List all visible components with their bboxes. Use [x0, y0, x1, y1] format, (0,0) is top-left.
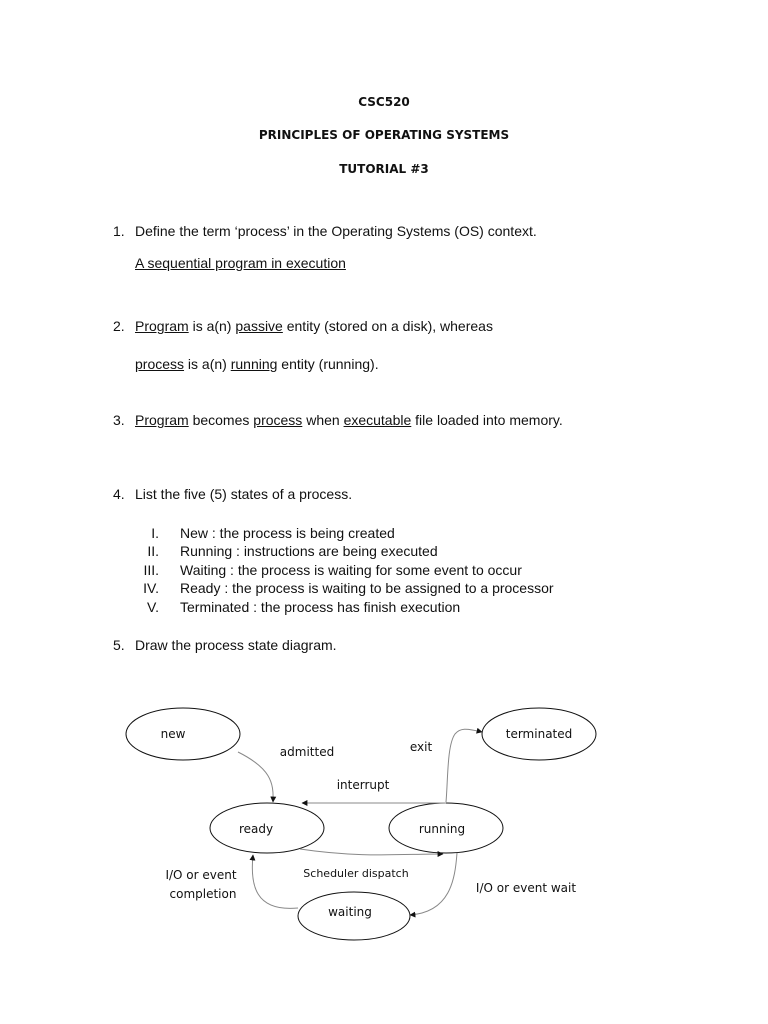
state-number: III. [143, 562, 159, 578]
answer-2-program: Program [135, 318, 189, 334]
state-item-ready: Ready : the process is waiting to be assigned to a processor [180, 580, 554, 596]
course-code: CSC520 [358, 95, 410, 109]
label-scheduler-dispatch: Scheduler dispatch [303, 867, 409, 880]
question-1 [113, 223, 537, 239]
question-2-number: 2. [113, 318, 125, 334]
question-3-text-a: becomes [188, 412, 254, 428]
answer-3-process: process [253, 412, 303, 428]
node-waiting-label: waiting [328, 905, 372, 919]
label-admitted: admitted [279, 745, 335, 759]
node-running-label: running [418, 822, 466, 836]
question-2 [113, 318, 493, 334]
node-new-label: new [160, 727, 186, 741]
answer-3-program: Program [135, 412, 189, 428]
node-terminated-label: terminated [505, 727, 573, 741]
state-item-running: Running : instructions are being executed [180, 543, 438, 559]
question-1-number: 1. [113, 223, 125, 239]
state-item-waiting: Waiting : the process is waiting for some event to occur [180, 562, 522, 578]
edge-io-event-completion [252, 855, 298, 908]
question-3-text-c: file loaded into memory. [411, 412, 563, 428]
state-item-terminated: Terminated : the process has finish execution [180, 599, 461, 615]
state-number: II. [147, 543, 159, 559]
question-1-text: Define the term ‘process’ in the Operating Systems (OS) context. [135, 223, 537, 239]
state-number: V. [147, 599, 159, 615]
question-5-number: 5. [113, 637, 125, 653]
question-2-text-c: is a(n) [184, 356, 231, 372]
edge-admitted [238, 752, 273, 802]
label-exit: exit [409, 740, 433, 754]
label-io-completion-line-2: completion [169, 887, 237, 901]
question-3-number: 3. [113, 412, 125, 428]
process-state-diagram [0, 690, 768, 960]
question-4 [113, 486, 352, 502]
question-5 [113, 637, 337, 653]
answer-2-running: running [230, 356, 278, 372]
question-4-text: List the five (5) states of a process. [135, 486, 353, 502]
state-number: IV. [143, 580, 159, 596]
question-3 [113, 412, 563, 428]
answer-2-process: process [135, 356, 185, 372]
answer-2-passive: passive [235, 318, 283, 334]
label-io-event-wait: I/O or event wait [475, 881, 577, 895]
question-2-text-d: entity (running). [277, 356, 379, 372]
answer-1: A sequential program in execution [135, 255, 346, 271]
question-2-text-a: is a(n) [188, 318, 236, 334]
edge-exit [446, 729, 482, 802]
question-3-text-b: when [302, 412, 344, 428]
answer-3-executable: executable [343, 412, 412, 428]
question-5-text: Draw the process state diagram. [135, 637, 337, 653]
course-title: PRINCIPLES OF OPERATING SYSTEMS [258, 128, 510, 142]
state-item-new: New : the process is being created [180, 525, 395, 541]
question-4-number: 4. [113, 486, 125, 502]
question-2-text-b: entity (stored on a disk), whereas [282, 318, 493, 334]
label-interrupt: interrupt [336, 778, 390, 792]
tutorial-title: TUTORIAL #3 [339, 162, 429, 176]
state-number: I. [151, 525, 159, 541]
question-2-line-2 [135, 356, 379, 372]
edge-io-event-wait [410, 853, 457, 915]
node-ready-label: ready [238, 822, 274, 836]
label-io-completion-line-1: I/O or event [165, 868, 237, 882]
